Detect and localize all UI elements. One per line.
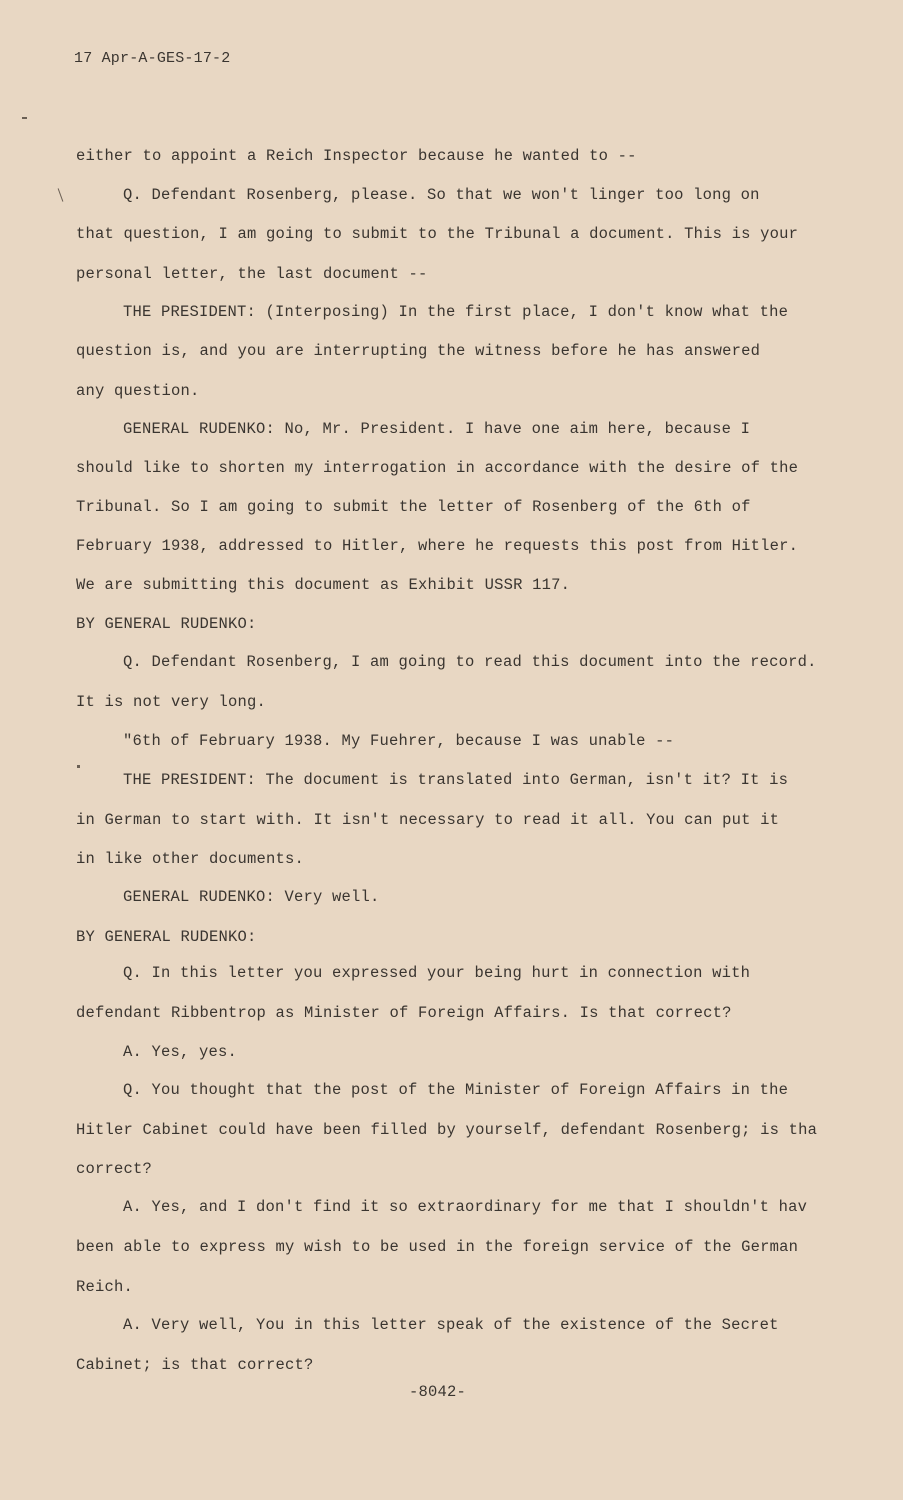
text-line: Q. You thought that the post of the Minister of Foreign Affairs in the: [123, 1081, 789, 1099]
text-line: THE PRESIDENT: (Interposing) In the first place, I don't know what the: [123, 303, 789, 321]
text-line: THE PRESIDENT: The document is translated into German, isn't it? It is: [123, 771, 789, 789]
text-line: Hitler Cabinet could have been filled by yourself, defendant Rosenberg; is tha: [76, 1121, 818, 1139]
text-line: any question.: [76, 382, 200, 400]
text-line: in like other documents.: [76, 850, 305, 868]
text-line: BY GENERAL RUDENKO:: [76, 928, 257, 946]
text-line: It is not very long.: [76, 693, 267, 711]
text-line: Q. Defendant Rosenberg, I am going to read this document into the record.: [123, 653, 817, 671]
text-line: personal letter, the last document --: [76, 265, 428, 283]
text-line: We are submitting this document as Exhibit USSR 117.: [76, 576, 571, 594]
text-line: been able to express my wish to be used in the foreign service of the German: [76, 1238, 799, 1256]
text-line: Reich.: [76, 1278, 134, 1296]
text-line: February 1938, addressed to Hitler, where he requests this post from Hitler.: [76, 537, 799, 555]
text-line: Tribunal. So I am going to submit the letter of Rosenberg of the 6th of: [76, 498, 751, 516]
text-line: in German to start with. It isn't necessary to read it all. You can put it: [76, 811, 780, 829]
text-line: Cabinet; is that correct?: [76, 1356, 314, 1374]
page-number: -8042-: [409, 1383, 467, 1401]
text-line: that question, I am going to submit to the Tribunal a document. This is your: [76, 225, 799, 243]
text-line: GENERAL RUDENKO: No, Mr. President. I have one aim here, because I: [123, 420, 751, 438]
text-line: Q. Defendant Rosenberg, please. So that we won't linger too long on: [123, 186, 760, 204]
margin-mark: [58, 188, 64, 201]
text-line: Q. In this letter you expressed your being hurt in connection with: [123, 964, 751, 982]
text-line: correct?: [76, 1160, 153, 1178]
page-header: 17 Apr-A-GES-17-2: [74, 50, 231, 67]
margin-mark: [22, 117, 27, 119]
margin-mark: [77, 765, 80, 768]
text-line: either to appoint a Reich Inspector because he wanted to --: [76, 147, 637, 165]
text-line: should like to shorten my interrogation in accordance with the desire of the: [76, 459, 799, 477]
text-line: "6th of February 1938. My Fuehrer, because I was unable --: [123, 732, 675, 750]
text-line: A. Yes, and I don't find it so extraordinary for me that I shouldn't hav: [123, 1198, 808, 1216]
text-line: A. Yes, yes.: [123, 1043, 238, 1061]
text-line: question is, and you are interrupting the witness before he has answered: [76, 342, 761, 360]
text-line: defendant Ribbentrop as Minister of Foreign Affairs. Is that correct?: [76, 1004, 732, 1022]
text-line: GENERAL RUDENKO: Very well.: [123, 888, 380, 906]
text-line: BY GENERAL RUDENKO:: [76, 615, 257, 633]
text-line: A. Very well, You in this letter speak of the existence of the Secret: [123, 1316, 779, 1334]
